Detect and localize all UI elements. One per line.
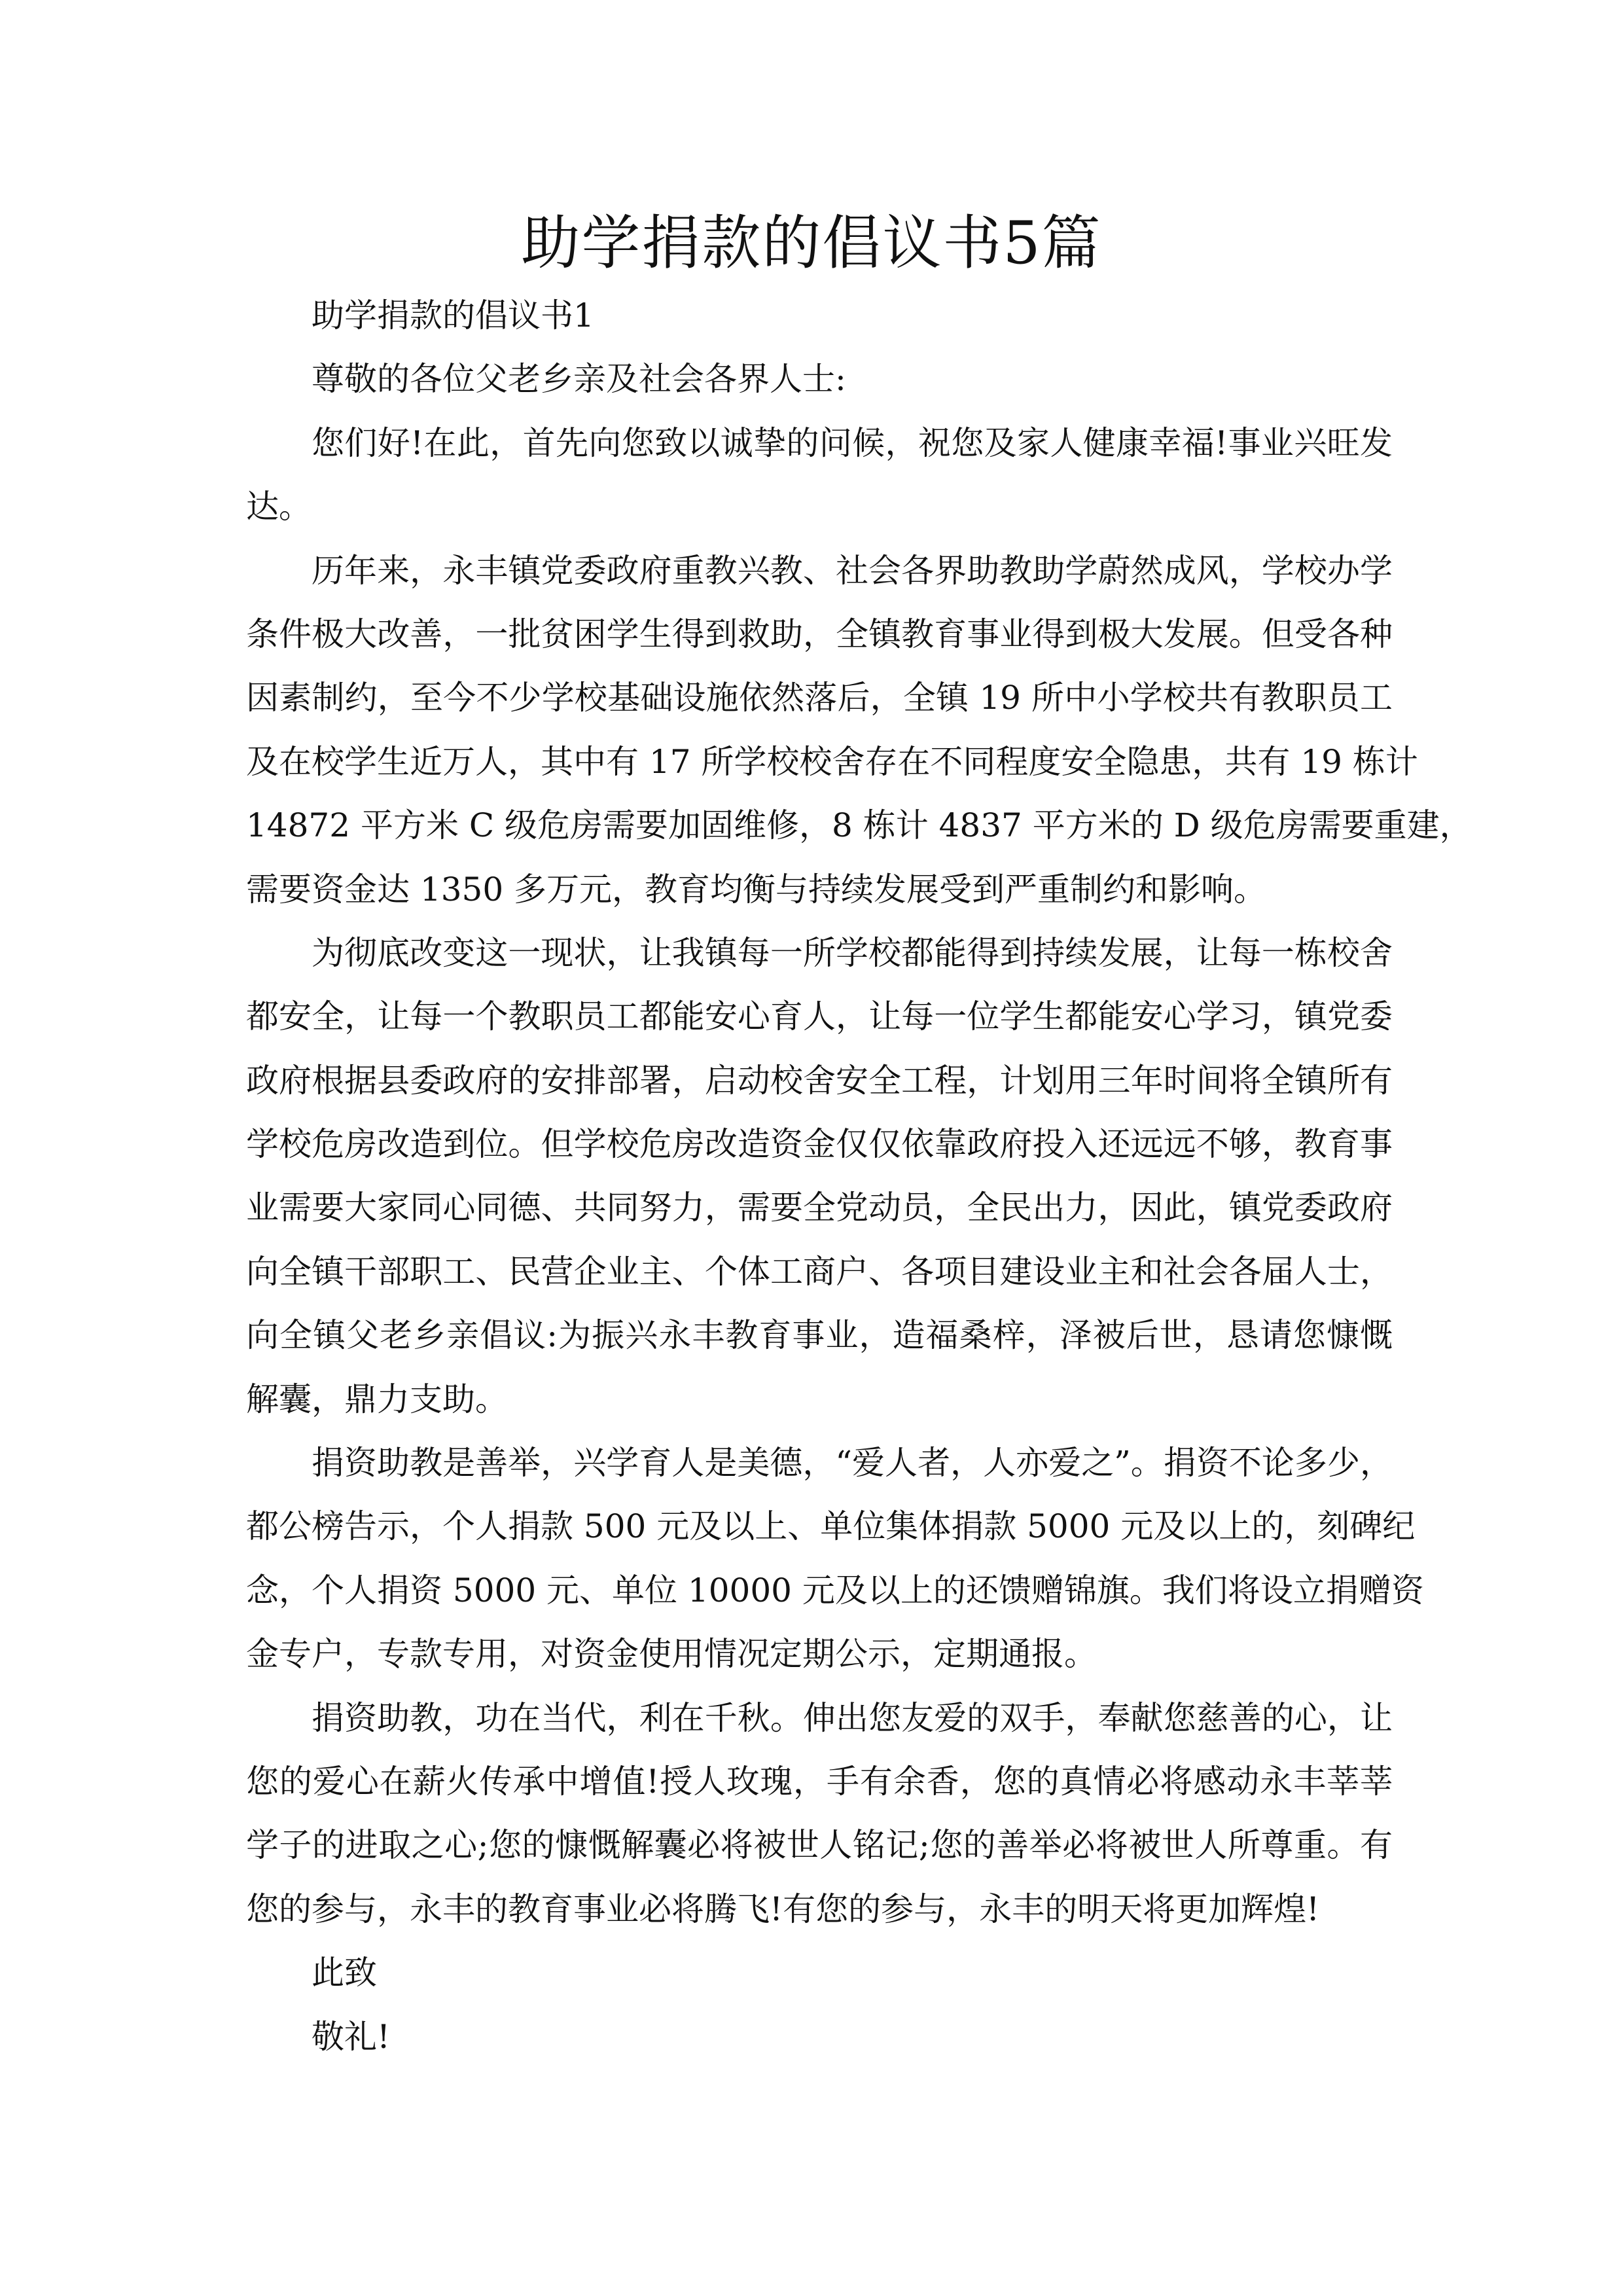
paragraph: [246, 933, 1393, 1443]
paragraph-line: 学校危房改造到位。但学校危房改造资金仅仅依靠政府投入还远远不够，教育事: [246, 1125, 1393, 1164]
paragraph-line: 都安全，让每一个教职员工都能安心育人，让每一位学生都能安心学习，镇党委: [246, 997, 1393, 1036]
paragraph-line: 解囊，鼎力支助。: [246, 1380, 508, 1418]
paragraph: [246, 551, 1472, 933]
paragraph-line: 您的爱心在薪火传承中增值!授人玫瑰，手有余香，您的真情必将感动永丰莘莘: [246, 1762, 1393, 1801]
paragraph-line: 捐资助教是善举，兴学育人是美德，“爱人者，人亦爱之”。捐资不论多少，: [312, 1444, 1393, 1482]
paragraph-line: 14872 平方米 C 级危房需要加固维修，8 栋计 4837 平方米的 D 级危房需要重建，: [246, 806, 1472, 845]
paragraph-line: 金专户，专款专用，对资金使用情况定期公示，定期通报。: [246, 1635, 1097, 1674]
paragraph-line: 历年来，永丰镇党委政府重教兴教、社会各界助教助学蔚然成风，学校办学: [312, 551, 1393, 590]
section-heading: 助学捐款的倡议书1: [312, 296, 594, 334]
paragraph-line: 因素制约，至今不少学校基础设施依然落后，全镇 19 所中小学校共有教职员工: [246, 679, 1393, 717]
paragraph: [246, 1443, 1424, 1698]
paragraph-line: 学子的进取之心;您的慷慨解囊必将被世人铭记;您的善举必将被世人所尊重。有: [246, 1826, 1393, 1865]
regards: 敬礼!: [312, 2017, 391, 2056]
paragraph-line: 为彻底改变这一现状，让我镇每一所学校都能得到持续发展，让每一栋校舍: [312, 933, 1393, 972]
paragraph-line: 向全镇干部职工、民营企业主、个体工商户、各项目建设业主和社会各届人士，: [246, 1252, 1393, 1291]
closing: 此致: [312, 1954, 377, 1992]
paragraph-line: 政府根据县委政府的安排部署，启动校舍安全工程，计划用三年时间将全镇所有: [246, 1061, 1393, 1100]
paragraph-line: 向全镇父老乡亲倡议:为振兴永丰教育事业，造福桑梓，泽被后世，恳请您慷慨: [246, 1316, 1393, 1355]
paragraph-line: 您的参与，永丰的教育事业必将腾飞!有您的参与，永丰的明天将更加辉煌!: [246, 1890, 1320, 1928]
paragraph-line: 业需要大家同心同德、共同努力，需要全党动员，全民出力，因此，镇党委政府: [246, 1189, 1393, 1227]
document-title: 助学捐款的倡议书5篇: [521, 209, 1102, 278]
document-body: [246, 296, 1472, 2081]
paragraph-line: 条件极大改善，一批贫困学生得到救助，全镇教育事业得到极大发展。但受各种: [246, 615, 1393, 653]
salutation: 尊敬的各位父老乡亲及社会各界人士:: [312, 360, 846, 399]
paragraph-line: 及在校学生近万人，其中有 17 所学校校舍存在不同程度安全隐患，共有 19 栋计: [246, 742, 1418, 781]
paragraph-line: 达。: [246, 488, 312, 526]
paragraph: [246, 423, 1393, 551]
paragraph: [246, 1698, 1393, 1954]
paragraphs: [246, 423, 1472, 1953]
paragraph-line: 您们好!在此，首先向您致以诚挚的问候，祝您及家人健康幸福!事业兴旺发: [312, 423, 1393, 462]
paragraph-line: 都公榜告示，个人捐款 500 元及以上、单位集体捐款 5000 元及以上的，刻碑纪: [246, 1507, 1416, 1546]
paragraph-line: 捐资助教，功在当代，利在千秋。伸出您友爱的双手，奉献您慈善的心，让: [312, 1698, 1393, 1737]
paragraph-line: 需要资金达 1350 多万元，教育均衡与持续发展受到严重制约和影响。: [246, 870, 1267, 908]
paragraph-line: 念，个人捐资 5000 元、单位 10000 元及以上的还馈赠锦旗。我们将设立捐赠资: [246, 1571, 1424, 1609]
